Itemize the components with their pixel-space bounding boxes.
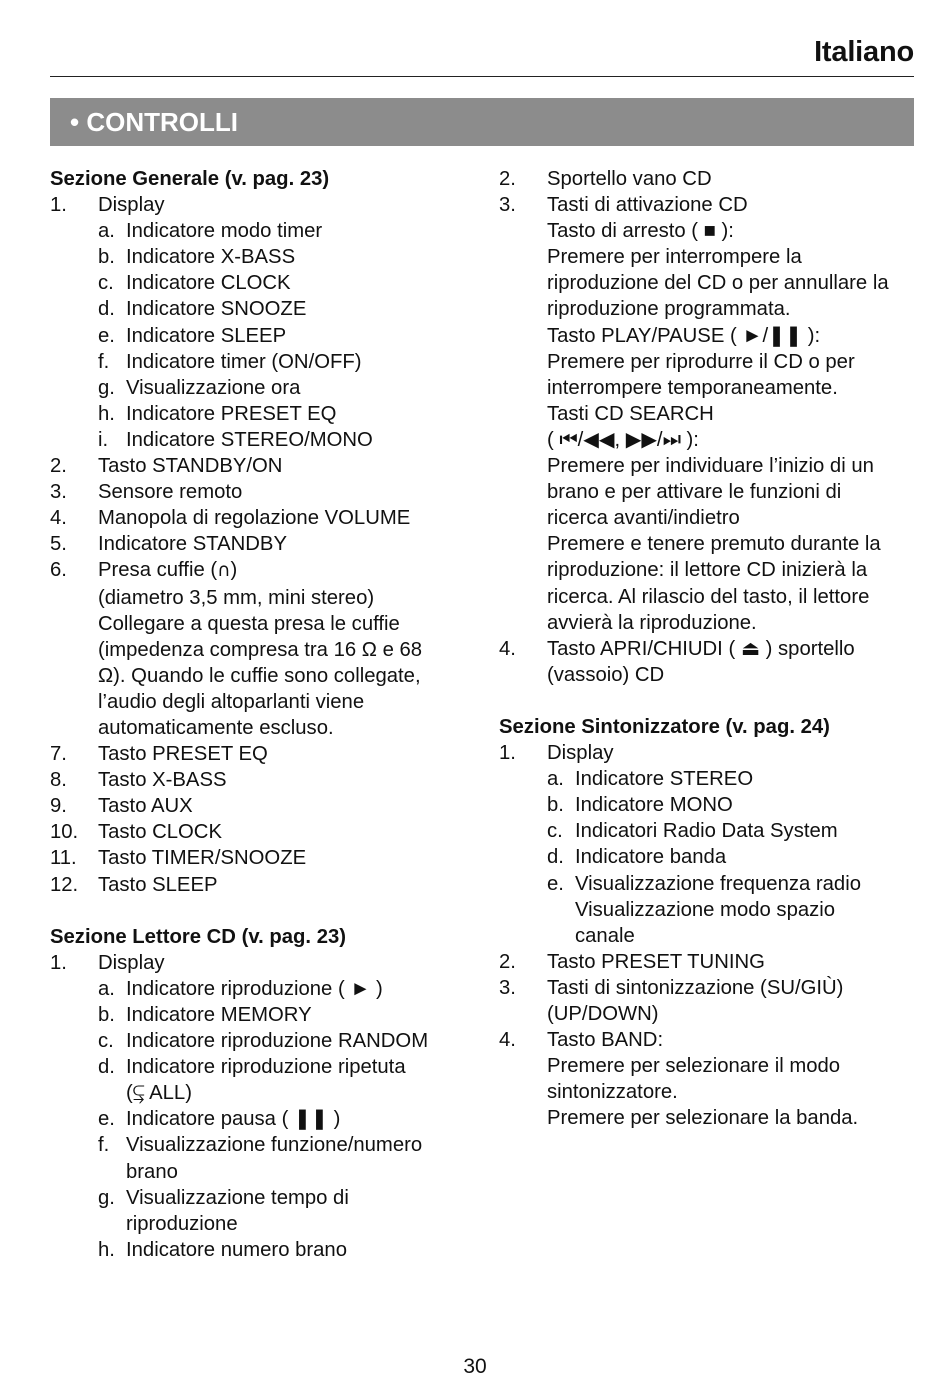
item-number: 11. bbox=[50, 847, 77, 870]
sub-letter: b. bbox=[547, 794, 564, 817]
sub-text: Indicatore riproduzione ( ► ) bbox=[126, 977, 383, 1000]
list-item bbox=[499, 740, 919, 766]
sub-text: Indicatore MONO bbox=[575, 794, 733, 817]
sub-text bbox=[126, 1132, 460, 1184]
list-item bbox=[50, 453, 460, 479]
sub-item bbox=[50, 427, 460, 453]
sub-text bbox=[126, 1185, 460, 1237]
continuation-line: Premere per riprodurre il CD o per bbox=[547, 350, 855, 373]
list-item bbox=[50, 793, 460, 819]
sub-item bbox=[50, 1237, 460, 1263]
continuation-line: riproduzione programmata. bbox=[547, 298, 791, 321]
sub-line: riproduzione bbox=[126, 1212, 238, 1235]
sub-letter: g. bbox=[98, 1186, 115, 1209]
item-text: Tasto CLOCK bbox=[98, 821, 222, 844]
item-text: Tasto PRESET TUNING bbox=[547, 950, 765, 973]
sub-item bbox=[50, 349, 460, 375]
item-text: Indicatore STANDBY bbox=[98, 533, 287, 556]
sub-text: Indicatore STEREO/MONO bbox=[126, 428, 373, 451]
sub-letter: e. bbox=[98, 324, 115, 347]
sub-text: Indicatore SNOOZE bbox=[126, 298, 307, 321]
right-column bbox=[499, 166, 919, 1131]
page-number: 30 bbox=[463, 1355, 487, 1378]
sub-line: Indicatore riproduzione ripetuta bbox=[126, 1056, 406, 1079]
phones-close: ) bbox=[230, 559, 238, 582]
sub-letter: f. bbox=[98, 350, 110, 373]
sub-item bbox=[50, 218, 460, 244]
tuner-section-heading: Sezione Sintonizzatore (v. pag. 24) bbox=[499, 715, 830, 738]
item-text: Display bbox=[98, 194, 165, 217]
continuation-line: (diametro 3,5 mm, mini stereo) bbox=[98, 586, 375, 609]
list-item bbox=[499, 166, 919, 192]
sub-text: Indicatore SLEEP bbox=[126, 324, 287, 347]
list-item bbox=[499, 949, 919, 975]
sub-text: Indicatore STEREO bbox=[575, 768, 754, 791]
sub-item bbox=[499, 792, 919, 818]
continuation-line: ( ⏮/◀◀, ▶▶/⏭ ): bbox=[547, 428, 699, 451]
item-number: 2. bbox=[499, 168, 516, 190]
item-text: Display bbox=[98, 951, 165, 974]
cd-section-heading: Sezione Lettore CD (v. pag. 23) bbox=[50, 925, 347, 948]
sub-letter: c. bbox=[98, 1030, 114, 1053]
list-item bbox=[499, 636, 919, 688]
item-number: 1. bbox=[50, 194, 67, 217]
item-text: Tasto X-BASS bbox=[98, 769, 227, 792]
list-item bbox=[50, 767, 460, 793]
item-text: Tasto STANDBY/ON bbox=[98, 455, 283, 478]
continuation-line: Collegare a questa presa le cuffie bbox=[98, 612, 400, 635]
item-text: Tasto SLEEP bbox=[98, 873, 218, 896]
continuation-line: Premere per selezionare il modo bbox=[547, 1055, 841, 1078]
sub-text: Indicatore X-BASS bbox=[126, 246, 296, 269]
list-item bbox=[50, 505, 460, 531]
continuation-line: ricerca. Al rilascio del tasto, il lettore bbox=[547, 585, 870, 608]
sub-line: (⥹ ALL) bbox=[126, 1082, 192, 1105]
continuation-line: sintonizzatore. bbox=[547, 1081, 678, 1104]
item-number: 1. bbox=[50, 951, 67, 974]
sub-item bbox=[50, 296, 460, 322]
item-number: 5. bbox=[50, 533, 67, 556]
sub-item bbox=[50, 1132, 460, 1184]
item-text: Sportello vano CD bbox=[547, 168, 712, 190]
item-text: Tasto AUX bbox=[98, 795, 193, 818]
list-item bbox=[499, 1027, 919, 1053]
continuation-line: interrompere temporaneamente. bbox=[547, 376, 838, 399]
sub-letter: a. bbox=[98, 220, 115, 243]
sub-item bbox=[499, 844, 919, 870]
sub-letter: b. bbox=[98, 1004, 115, 1026]
sub-letter: e. bbox=[547, 872, 564, 895]
phones-label: Presa cuffie ( bbox=[98, 559, 218, 582]
sub-text bbox=[126, 1054, 460, 1106]
item-number: 12. bbox=[50, 873, 79, 896]
sub-text: Indicatore numero brano bbox=[126, 1238, 347, 1261]
sub-item bbox=[50, 401, 460, 427]
sub-letter: d. bbox=[98, 298, 115, 321]
item-text: Display bbox=[547, 742, 614, 765]
language-header: Italiano bbox=[814, 36, 914, 68]
item-number: 2. bbox=[499, 950, 516, 973]
continuation-line: riproduzione: il lettore CD inizierà la bbox=[547, 559, 868, 582]
list-item bbox=[50, 479, 460, 505]
sub-letter: c. bbox=[98, 272, 114, 295]
item-number: 9. bbox=[50, 795, 67, 818]
continuation-line: Premere per interrompere la bbox=[547, 246, 802, 269]
continuation-line: Ω). Quando le cuffie sono collegate, bbox=[98, 664, 421, 687]
item-line: (UP/DOWN) bbox=[547, 1003, 659, 1025]
continuation-line: riproduzione del CD o per annullare la bbox=[547, 272, 889, 295]
general-section-heading: Sezione Generale (v. pag. 23) bbox=[50, 168, 330, 190]
sub-letter: h. bbox=[98, 1238, 115, 1261]
sub-letter: c. bbox=[547, 820, 563, 843]
sub-letter: b. bbox=[98, 246, 115, 269]
item-text: Tasto PRESET EQ bbox=[98, 743, 268, 766]
sub-line: Visualizzazione tempo di bbox=[126, 1186, 349, 1209]
continuation-line: brano e per attivare le funzioni di bbox=[547, 481, 842, 504]
list-item bbox=[50, 741, 460, 767]
headphones-icon: ∩ bbox=[217, 560, 231, 582]
item-number: 1. bbox=[499, 742, 516, 765]
sub-item bbox=[50, 1002, 460, 1028]
sub-line: canale bbox=[575, 924, 635, 947]
item-number: 8. bbox=[50, 769, 67, 792]
item-number: 10. bbox=[50, 821, 79, 844]
sub-item bbox=[50, 1054, 460, 1106]
item-number: 4. bbox=[499, 637, 516, 660]
sub-item bbox=[499, 766, 919, 792]
list-item bbox=[50, 192, 460, 218]
sub-text: Indicatore modo timer bbox=[126, 220, 323, 243]
sub-letter: f. bbox=[98, 1134, 110, 1157]
sub-line: Visualizzazione funzione/numero bbox=[126, 1134, 423, 1157]
sub-letter: a. bbox=[547, 768, 564, 791]
sub-item bbox=[50, 323, 460, 349]
continuation-line: Tasto di arresto ( ■ ): bbox=[547, 220, 734, 243]
sub-item bbox=[50, 270, 460, 296]
sub-text: Visualizzazione ora bbox=[126, 376, 301, 399]
item-number: 4. bbox=[50, 507, 67, 530]
sub-item bbox=[50, 244, 460, 270]
section-title-banner: • CONTROLLI bbox=[50, 98, 914, 146]
list-item bbox=[50, 950, 460, 976]
sub-item bbox=[499, 871, 919, 949]
continuation-line: Premere per selezionare la banda. bbox=[547, 1107, 859, 1130]
item-text: Tasti di attivazione CD bbox=[547, 194, 748, 217]
sub-letter: d. bbox=[98, 1056, 115, 1079]
item-number: 3. bbox=[499, 194, 516, 217]
item-number: 4. bbox=[499, 1029, 516, 1052]
sub-text: Indicatore MEMORY bbox=[126, 1004, 312, 1026]
sub-line: Visualizzazione frequenza radio bbox=[575, 872, 861, 895]
list-item bbox=[50, 531, 460, 557]
sub-item bbox=[50, 1185, 460, 1237]
sub-item bbox=[50, 976, 460, 1002]
list-item bbox=[50, 557, 460, 584]
sub-letter: a. bbox=[98, 977, 115, 1000]
item-number: 7. bbox=[50, 743, 67, 766]
item-text bbox=[547, 636, 919, 688]
item-text: Tasto TIMER/SNOOZE bbox=[98, 847, 307, 870]
list-item bbox=[50, 872, 460, 898]
item-number: 2. bbox=[50, 455, 67, 478]
sub-letter: d. bbox=[547, 846, 564, 869]
sub-text: Indicatore timer (ON/OFF) bbox=[126, 350, 362, 373]
item-number: 3. bbox=[499, 976, 516, 999]
sub-text: Indicatore banda bbox=[575, 846, 727, 869]
sub-text bbox=[575, 871, 919, 949]
sub-text: Indicatori Radio Data System bbox=[575, 820, 838, 843]
continuation-line: (impedenza compresa tra 16 Ω e 68 bbox=[98, 638, 423, 661]
sub-letter: i. bbox=[98, 428, 109, 451]
sub-text: Indicatore riproduzione RANDOM bbox=[126, 1030, 429, 1053]
sub-item bbox=[50, 1106, 460, 1132]
item-text: Tasto BAND: bbox=[547, 1029, 664, 1052]
continuation-line: Tasto PLAY/PAUSE ( ►/❚❚ ): bbox=[547, 324, 821, 347]
continuation-line: avvierà la riproduzione. bbox=[547, 611, 757, 634]
item-line: Tasti di sintonizzazione (SU/GIÙ) bbox=[547, 976, 844, 999]
continuation-line: l’audio degli altoparlanti viene bbox=[98, 690, 365, 713]
continuation-line: ricerca avanti/indietro bbox=[547, 507, 740, 530]
continuation-line: Premere per individuare l’inizio di un bbox=[547, 455, 874, 478]
sub-text: Indicatore PRESET EQ bbox=[126, 402, 337, 425]
list-item bbox=[50, 845, 460, 871]
continuation-line: Premere e tenere premuto durante la bbox=[547, 533, 881, 556]
list-item bbox=[50, 819, 460, 845]
continuation-line: Tasti CD SEARCH bbox=[547, 402, 714, 425]
left-column bbox=[50, 166, 460, 1263]
sub-item bbox=[50, 375, 460, 401]
sub-line: Visualizzazione modo spazio bbox=[575, 898, 836, 921]
item-text: Sensore remoto bbox=[98, 481, 243, 504]
item-line: Tasto APRI/CHIUDI ( ⏏ ) sportello bbox=[547, 637, 855, 660]
sub-letter: h. bbox=[98, 402, 115, 425]
item-number: 3. bbox=[50, 481, 67, 504]
list-item bbox=[499, 975, 919, 1027]
item-line: (vassoio) CD bbox=[547, 663, 665, 686]
sub-text: Indicatore pausa ( ❚❚ ) bbox=[126, 1108, 341, 1131]
sub-text: Indicatore CLOCK bbox=[126, 272, 291, 295]
sub-line: brano bbox=[126, 1160, 178, 1183]
continuation-line: automaticamente escluso. bbox=[98, 716, 334, 739]
item-text bbox=[98, 557, 460, 584]
sub-item bbox=[499, 818, 919, 844]
item-text bbox=[547, 975, 919, 1027]
header-divider bbox=[50, 76, 914, 77]
sub-letter: e. bbox=[98, 1108, 115, 1131]
item-number: 6. bbox=[50, 559, 67, 582]
sub-item bbox=[50, 1028, 460, 1054]
list-item bbox=[499, 192, 919, 218]
sub-letter: g. bbox=[98, 376, 115, 399]
item-text: Manopola di regolazione VOLUME bbox=[98, 507, 411, 530]
